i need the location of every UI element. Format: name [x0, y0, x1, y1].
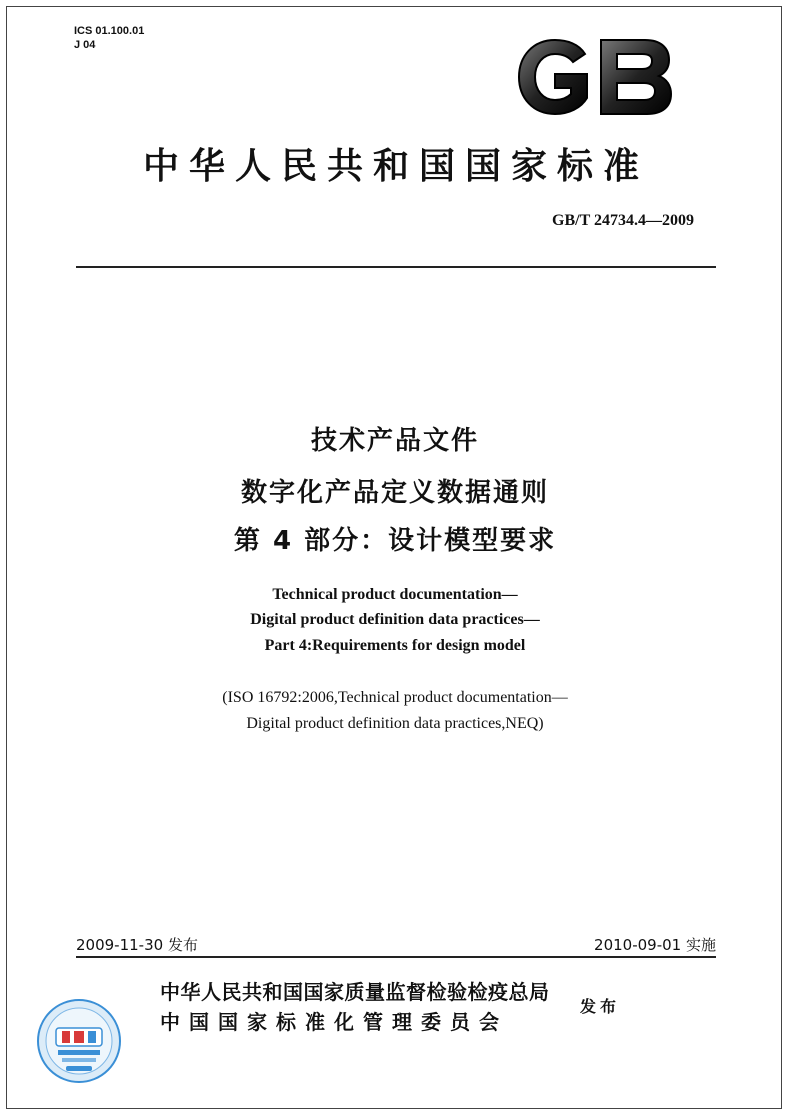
- title-cn-line3: 第 4 部分：设计模型要求: [233, 526, 557, 556]
- top-divider: [76, 266, 716, 268]
- bottom-divider: [76, 956, 716, 958]
- ccs-code: J 04: [74, 39, 96, 51]
- publish-label: 发布: [580, 997, 621, 1016]
- ics-code: ICS 01.100.01: [74, 25, 145, 37]
- title-cn-line1: 技术产品文件: [310, 426, 479, 456]
- title-cn-line2: 数字化产品定义数据通则: [240, 478, 549, 508]
- title-en-line2: Digital product definition data practices—: [250, 611, 540, 628]
- iso-reference-line2: Digital product definition data practices,NEQ): [246, 715, 544, 732]
- anti-counterfeit-seal-icon: [36, 998, 122, 1084]
- gb-logo: [515, 36, 675, 118]
- title-en-line3: Part 4:Requirements for design model: [264, 637, 526, 654]
- classification-block: [74, 24, 144, 52]
- issuer-sac: 中国国家标准化管理委员会: [160, 1010, 508, 1034]
- issue-date: 2009-11-30 发布: [76, 936, 198, 954]
- title-en-line1: Technical product documentation—: [272, 586, 518, 603]
- issuer-aqsiq: 中华人民共和国国家质量监督检验检疫总局: [160, 980, 550, 1004]
- iso-reference-line1: (ISO 16792:2006,Technical product documentation—: [222, 689, 568, 706]
- national-standard-title: 中华人民共和国国家标准: [142, 145, 649, 187]
- standard-number: GB/T 24734.4—2009: [552, 212, 694, 229]
- implementation-date: 2010-09-01 实施: [594, 936, 716, 954]
